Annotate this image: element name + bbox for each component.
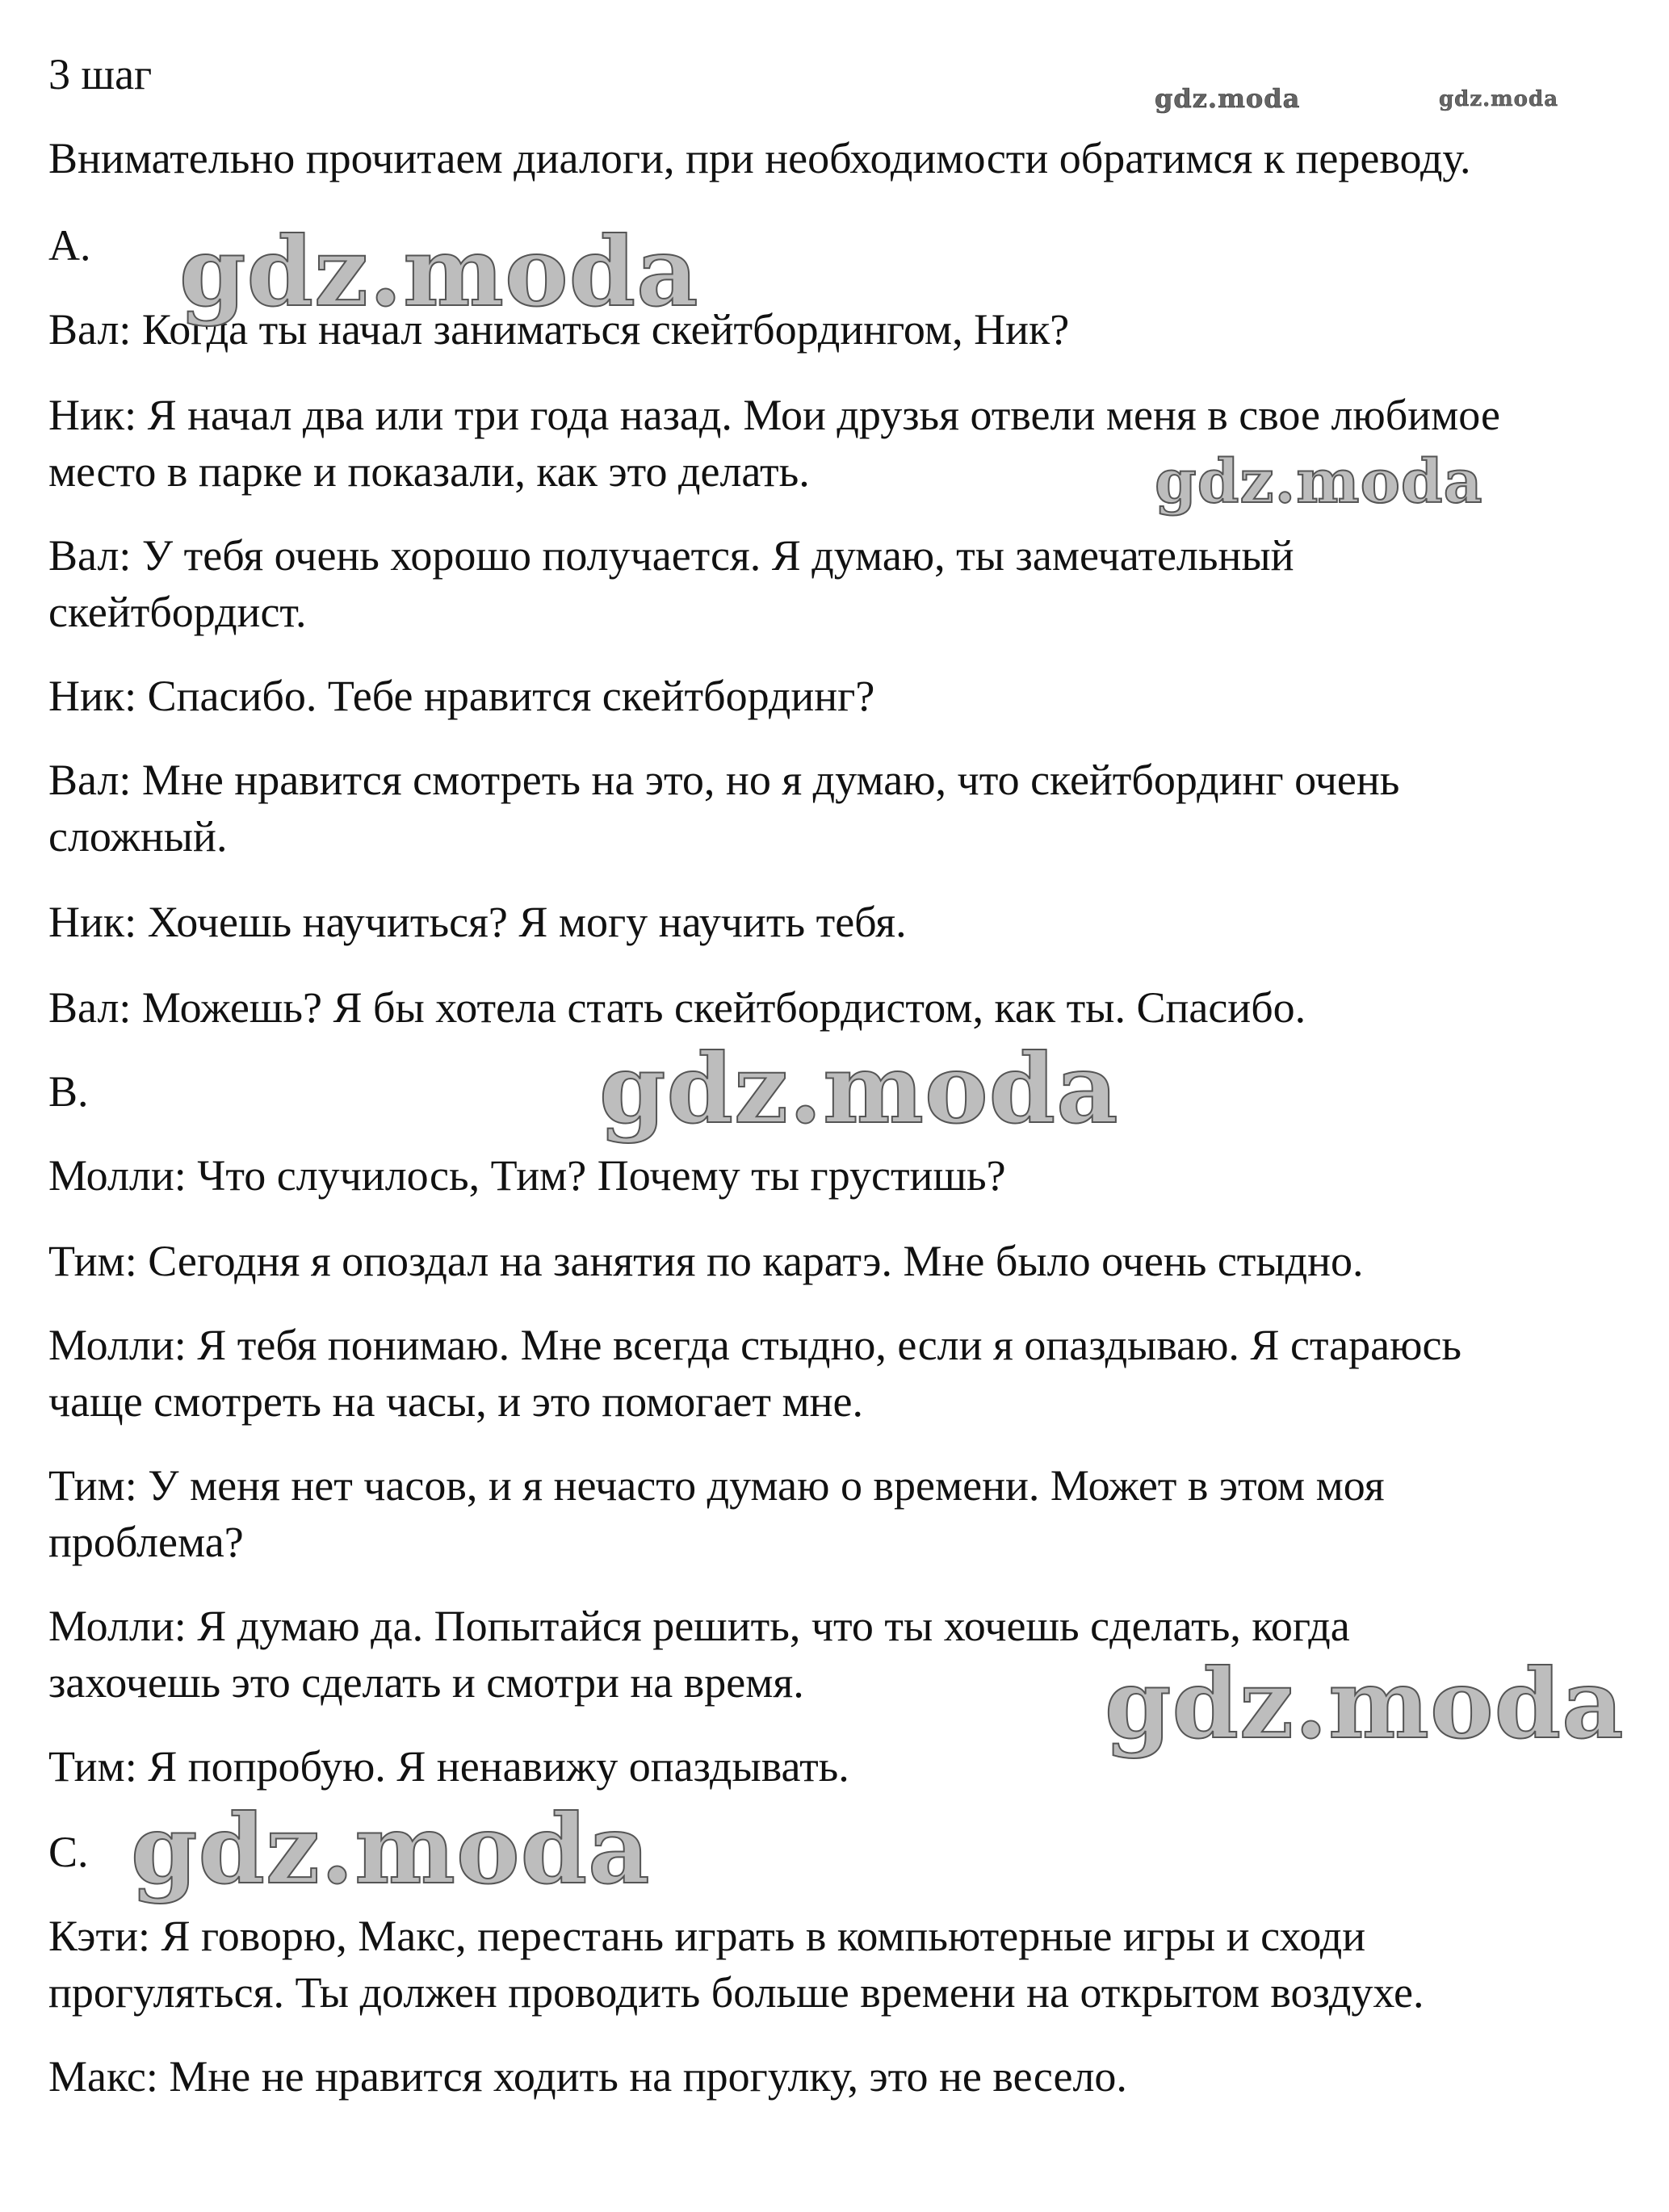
dialog-line: проблема? — [48, 1518, 244, 1566]
watermark-logo: gdz.moda — [131, 1793, 651, 1905]
dialog-line: Вал: У тебя очень хорошо получается. Я думаю, ты замечательный — [48, 531, 1294, 580]
dialog-line: Ник: Я начал два или три года назад. Мои друзья отвели меня в свое любимое — [48, 391, 1500, 439]
dialog-line: прогуляться. Ты должен проводить больше времени на открытом воздухе. — [48, 1968, 1424, 2017]
watermark-logo: gdz.moda — [1105, 1648, 1625, 1760]
dialog-line: скейтбордист. — [48, 588, 307, 636]
dialog-line: Молли: Я думаю да. Попытайся решить, что ты хочешь сделать, когда — [48, 1602, 1350, 1650]
dialog-line: Ник: Спасибо. Тебе нравится скейтбординг? — [48, 672, 875, 720]
dialog-line: Вал: Когда ты начал заниматься скейтбордингом, Ник? — [48, 305, 1070, 354]
dialog-line: Вал: Можешь? Я бы хотела стать скейтбордистом, как ты. Спасибо. — [48, 983, 1306, 1032]
dialog-line: Вал: Мне нравится смотреть на это, но я думаю, что скейтбординг очень — [48, 756, 1400, 804]
step-heading: 3 шаг — [48, 50, 153, 98]
watermark-logo: gdz.moda — [599, 1033, 1119, 1145]
dialog-line: сложный. — [48, 812, 228, 861]
dialog-line: захочешь это сделать и смотри на время. — [48, 1658, 804, 1707]
section-b-label: B. — [48, 1067, 89, 1116]
watermark-logo: gdz.moda — [1155, 447, 1483, 517]
section-c-label: C. — [48, 1828, 89, 1876]
dialog-line: Ник: Хочешь научиться? Я могу научить тебя. — [48, 898, 907, 946]
dialog-line: место в парке и показали, как это делать. — [48, 447, 810, 496]
dialog-line: Молли: Что случилось, Тим? Почему ты грустишь? — [48, 1151, 1006, 1200]
dialog-line: Макс: Мне не нравится ходить на прогулку, это не весело. — [48, 2052, 1127, 2101]
section-a-label: A. — [48, 221, 91, 270]
dialog-line: Тим: Я попробую. Я ненавижу опаздывать. — [48, 1742, 849, 1791]
dialog-line: Молли: Я тебя понимаю. Мне всегда стыдно, если я опаздываю. Я стараюсь — [48, 1321, 1462, 1369]
watermark-logo: gdz.moda — [179, 216, 699, 328]
dialog-line: Тим: Сегодня я опоздал на занятия по каратэ. Мне было очень стыдно. — [48, 1237, 1364, 1285]
watermark-logo: gdz.moda — [1155, 83, 1301, 114]
dialog-line: чаще смотреть на часы, и это помогает мне. — [48, 1377, 864, 1426]
dialog-line: Тим: У меня нет часов, и я нечасто думаю о времени. Может в этом моя — [48, 1461, 1385, 1510]
watermark-logo: gdz.moda — [1439, 87, 1559, 111]
intro-text: Внимательно прочитаем диалоги, при необходимости обратимся к переводу. — [48, 134, 1471, 182]
dialog-line: Кэти: Я говорю, Макс, перестань играть в компьютерные игры и сходи — [48, 1912, 1366, 1960]
